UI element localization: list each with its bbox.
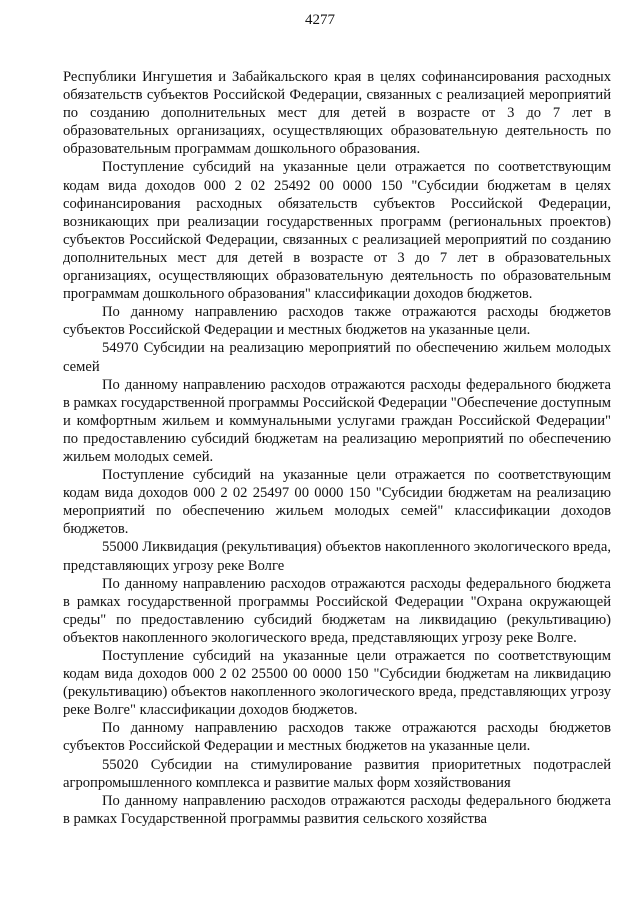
section-heading-55000: 55000 Ликвидация (рекультивация) объектов накопленного экологического вреда, представляющих угрозу реке Волге [63, 539, 611, 574]
section-heading-54970: 54970 Субсидии на реализацию мероприятий по обеспечению жильем молодых семей [63, 340, 611, 375]
document-body [63, 68, 611, 828]
paragraph-8: По данному направлению расходов отражаются расходы федерального бюджета в рамках государственной программы Российской Федерации "Охрана окружающей среды" по предоставлению субсидий бюджетам на ликвидацию (рекультивацию) объектов накопленного экологического вреда, представляющих угрозу реке Волге. [63, 575, 611, 646]
paragraph-9: Поступление субсидий на указанные цели отражается по соответствующим кодам вида доходов 000 2 02 25500 00 0000 150 "Субсидии бюджетам на ликвидацию (рекультивацию) объектов накопленного экологического вреда, представляющих угрозу реке Волге" классификации доходов бюджетов. [63, 648, 611, 719]
section-heading-55020: 55020 Субсидии на стимулирование развития приоритетных подотраслей агропромышленного комплекса и развитие малых форм хозяйствования [63, 756, 611, 791]
paragraph-1: Республики Ингушетия и Забайкальского края в целях софинансирования расходных обязательств субъектов Российской Федерации, связанных с реализацией мероприятий по созданию дополнительных мест для детей в возрасте от 3 до 7 лет в образовательных организациях, осуществляющих образовательную деятельность по образовательным программам дошкольного образования. [63, 69, 611, 158]
paragraph-5: По данному направлению расходов отражаются расходы федерального бюджета в рамках государственной программы Российской Федерации "Обеспечение доступным и комфортным жильем и коммунальными услугами граждан Российской Федерации" по предоставлению субсидий бюджетам на реализацию мероприятий по обеспечению жильем молодых семей. [63, 376, 611, 465]
paragraph-12: По данному направлению расходов отражаются расходы федерального бюджета в рамках Государственной программы развития сельского хозяйства [63, 792, 611, 827]
paragraph-6: Поступление субсидий на указанные цели отражается по соответствующим кодам вида доходов 000 2 02 25497 00 0000 150 "Субсидии бюджетам на реализацию мероприятий по обеспечению жильем молодых семей" классификации доходов бюджетов. [63, 467, 611, 538]
paragraph-2: Поступление субсидий на указанные цели отражается по соответствующим кодам вида доходов 000 2 02 25492 00 0000 150 "Субсидии бюджетам в целях софинансирования расходных обязательств субъектов Российской Федерации, возникающих при реализации государственных программ (региональных проектов) субъектов Российской Федерации, связанных с реализацией мероприятий по созданию дополнительных мест для детей в возрасте от 3 до 7 лет в образовательных организациях, осуществляющих образовательную деятельность по образовательным программам дошкольного образования" классификации доходов бюджетов. [63, 159, 611, 303]
paragraph-10: По данному направлению расходов также отражаются расходы бюджетов субъектов Российской Федерации и местных бюджетов на указанные цели. [63, 720, 611, 755]
page-number: 4277 [305, 12, 335, 28]
paragraph-3: По данному направлению расходов также отражаются расходы бюджетов субъектов Российской Федерации и местных бюджетов на указанные цели. [63, 304, 611, 339]
